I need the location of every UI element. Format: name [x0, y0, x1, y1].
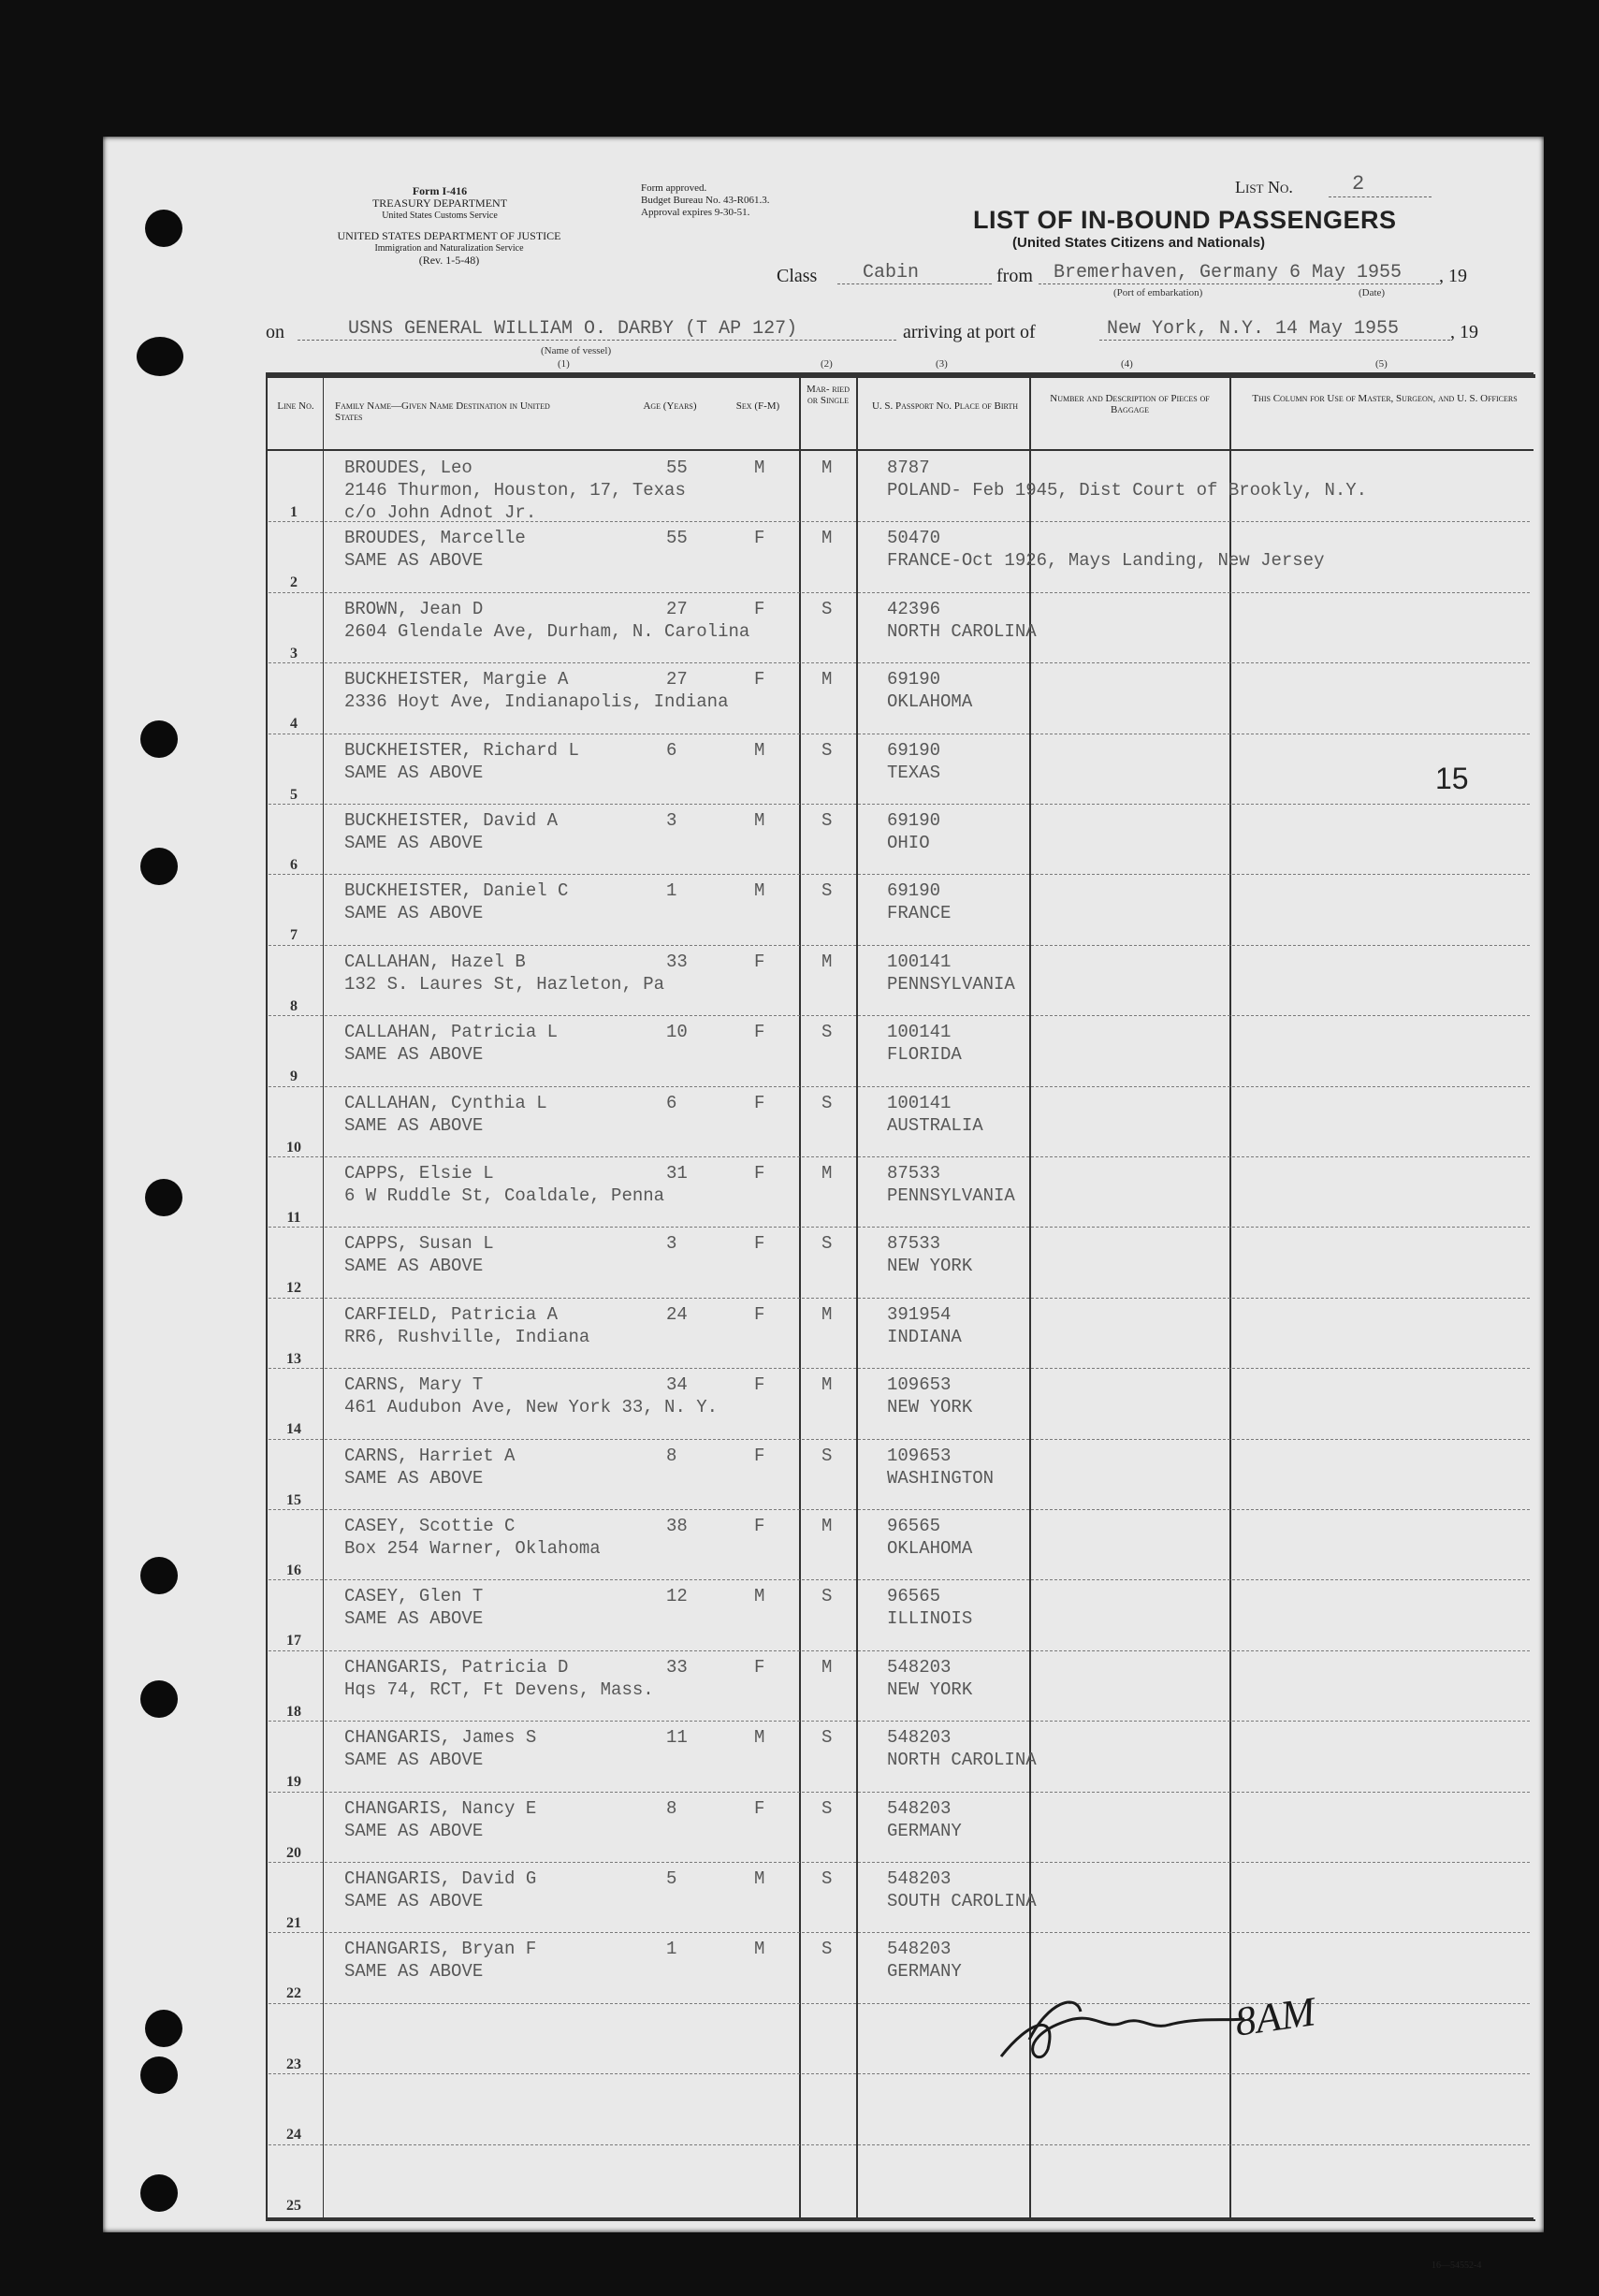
- header-officers: This Column for Use of Master, Surgeon, and U. S. Officers: [1252, 393, 1518, 404]
- passenger-sex: F: [754, 1797, 765, 1819]
- row-separator: [269, 1932, 1530, 1933]
- signature-text: 8AM: [1232, 1988, 1318, 2045]
- place-of-birth: ILLINOIS: [887, 1608, 973, 1630]
- place-of-birth: WASHINGTON: [887, 1467, 995, 1489]
- passenger-destination: Box 254 Warner, Oklahoma: [344, 1538, 601, 1559]
- line-number: 2: [290, 574, 298, 591]
- passenger-sex: F: [754, 1022, 765, 1043]
- passenger-age: 24: [666, 1303, 688, 1325]
- passenger-sex: M: [754, 1727, 765, 1749]
- budget-bureau: Budget Bureau No. 43-R061.3.: [641, 195, 770, 206]
- passenger-name: CHANGARIS, James S: [344, 1727, 537, 1749]
- header-line: Line No.: [277, 400, 314, 412]
- passport-number: 100141: [887, 1092, 952, 1113]
- col-divider-line: [323, 374, 324, 2217]
- list-number-label: List No.: [1235, 178, 1293, 196]
- passenger-destination: 2146 Thurmon, Houston, 17, Texas: [344, 480, 686, 501]
- row-separator: [269, 2073, 1530, 2074]
- passenger-name: CHANGARIS, Bryan F: [344, 1939, 537, 1960]
- line-number: 17: [286, 1633, 301, 1649]
- place-of-birth: NEW YORK: [887, 1397, 973, 1418]
- passenger-age: 3: [666, 810, 677, 831]
- passenger-sex: F: [754, 598, 765, 619]
- passenger-name: BUCKHEISTER, Daniel C: [344, 880, 569, 902]
- place-of-birth: FRANCE: [887, 903, 952, 924]
- header-age: Age (Years): [643, 400, 697, 412]
- place-of-birth: PENNSYLVANIA: [887, 1185, 1015, 1206]
- passenger-sex: M: [754, 810, 765, 831]
- ins-service: Immigration and Naturalization Service: [374, 243, 524, 254]
- punch-hole: [145, 210, 182, 247]
- passenger-name: CAPPS, Elsie L: [344, 1163, 494, 1184]
- line-number: 5: [290, 786, 298, 803]
- passenger-marital: S: [821, 1797, 833, 1819]
- col-num-1: (1): [558, 358, 570, 370]
- passenger-name: CARNS, Harriet A: [344, 1445, 516, 1466]
- passenger-marital: S: [821, 739, 833, 761]
- passenger-marital: M: [821, 458, 833, 478]
- row-separator: [269, 1156, 1530, 1157]
- row-separator: [269, 1509, 1530, 1510]
- punch-hole: [140, 2056, 178, 2094]
- passenger-age: 5: [666, 1868, 677, 1889]
- passenger-age: 6: [666, 1092, 677, 1113]
- passenger-destination: SAME AS ABOVE: [344, 1044, 484, 1066]
- header-name: Family Name—Given Name Destination in United States: [335, 400, 550, 423]
- line-number: 3: [290, 645, 298, 661]
- place-of-birth: FLORIDA: [887, 1044, 962, 1066]
- line-number: 7: [290, 927, 298, 944]
- passenger-sex: F: [754, 528, 765, 549]
- passenger-age: 55: [666, 528, 688, 549]
- row-separator: [269, 804, 1530, 805]
- passenger-sex: M: [754, 458, 765, 478]
- place-of-birth: AUSTRALIA: [887, 1114, 983, 1136]
- passenger-age: 31: [666, 1163, 688, 1184]
- passenger-age: 6: [666, 739, 677, 761]
- passenger-sex: F: [754, 1656, 765, 1678]
- passenger-name: BUCKHEISTER, Margie A: [344, 669, 569, 690]
- passenger-marital: S: [821, 1939, 833, 1960]
- passenger-age: 8: [666, 1445, 677, 1466]
- passenger-sex: M: [754, 1868, 765, 1889]
- passport-number: 69190: [887, 739, 941, 761]
- row-separator: [269, 592, 1530, 593]
- vessel-line: [298, 340, 896, 341]
- passenger-marital: S: [821, 1022, 833, 1043]
- passenger-destination: SAME AS ABOVE: [344, 1820, 484, 1841]
- col-divider-baggage: [1029, 374, 1031, 2217]
- passenger-name: CARNS, Mary T: [344, 1374, 484, 1396]
- line-number: 13: [286, 1350, 301, 1367]
- passport-number: 96565: [887, 1516, 941, 1536]
- class-label: Class: [777, 266, 818, 286]
- form-header-left: [281, 185, 599, 222]
- line-number: 23: [286, 2056, 301, 2072]
- row-separator: [269, 1227, 1530, 1228]
- passenger-marital: S: [821, 1092, 833, 1113]
- punch-hole: [140, 720, 178, 758]
- passport-number: 548203: [887, 1656, 952, 1678]
- passport-number: 69190: [887, 880, 941, 902]
- passenger-sex: F: [754, 1445, 765, 1466]
- place-of-birth: GERMANY: [887, 1820, 962, 1841]
- approval-expires: Approval expires 9-30-51.: [641, 207, 750, 218]
- header-married: Mar- ried or Single: [807, 384, 850, 406]
- arriving-line: [1099, 340, 1450, 341]
- line-number: 20: [286, 1844, 301, 1861]
- passport-number: 69190: [887, 810, 941, 831]
- row-separator: [269, 1368, 1530, 1369]
- place-of-birth: OKLAHOMA: [887, 691, 973, 713]
- passenger-marital: M: [821, 1656, 833, 1678]
- passenger-marital: S: [821, 810, 833, 831]
- form-number: Form I-416: [412, 184, 468, 197]
- line-number: 9: [290, 1068, 298, 1085]
- passenger-name: CASEY, Scottie C: [344, 1516, 516, 1536]
- passenger-marital: S: [821, 1445, 833, 1466]
- passenger-marital: M: [821, 669, 833, 690]
- approval-block: [641, 182, 769, 219]
- passenger-marital: M: [821, 1163, 833, 1184]
- row-separator: [269, 1298, 1530, 1299]
- header-sex: Sex (F-M): [735, 400, 780, 412]
- table-bottom-rule: [266, 2217, 1534, 2219]
- line-number: 12: [286, 1280, 301, 1297]
- line-number: 22: [286, 1985, 301, 2002]
- passenger-age: 11: [666, 1727, 688, 1749]
- tally-count: 15: [1435, 762, 1469, 795]
- place-of-birth: NORTH CAROLINA: [887, 620, 1037, 642]
- place-of-birth: NEW YORK: [887, 1678, 973, 1700]
- row-separator: [269, 1439, 1530, 1440]
- col-divider-passport: [856, 374, 858, 2217]
- passenger-destination: SAME AS ABOVE: [344, 833, 484, 853]
- passenger-sex: F: [754, 1233, 765, 1255]
- punch-hole: [137, 337, 183, 376]
- line-number: 16: [286, 1562, 301, 1578]
- arriving-value: New York, N.Y. 14 May 1955: [1107, 318, 1400, 340]
- on-label: on: [266, 322, 284, 342]
- arriving-label: arriving at port of: [903, 322, 1036, 342]
- passenger-destination: 2604 Glendale Ave, Durham, N. Carolina: [344, 620, 750, 642]
- passport-number: 42396: [887, 598, 941, 619]
- passenger-destination: SAME AS ABOVE: [344, 1750, 484, 1771]
- row-separator: [269, 1792, 1530, 1793]
- passenger-destination: SAME AS ABOVE: [344, 1608, 484, 1630]
- passport-number: 109653: [887, 1445, 952, 1466]
- form-code: 16—54552-4: [1432, 2260, 1482, 2271]
- passenger-age: 12: [666, 1586, 688, 1607]
- punch-hole: [140, 848, 178, 885]
- date-caption: (Date): [1359, 287, 1386, 298]
- passenger-destination: SAME AS ABOVE: [344, 1891, 484, 1911]
- passenger-name: CAPPS, Susan L: [344, 1233, 494, 1255]
- col-divider-officers: [1229, 374, 1231, 2217]
- col-num-4: (4): [1121, 358, 1133, 370]
- passenger-sex: F: [754, 1374, 765, 1396]
- row-separator: [269, 521, 1530, 522]
- passenger-age: 3: [666, 1233, 677, 1255]
- passenger-sex: F: [754, 1303, 765, 1325]
- passenger-age: 38: [666, 1516, 688, 1536]
- passenger-sex: F: [754, 669, 765, 690]
- passenger-sex: M: [754, 1939, 765, 1960]
- place-of-birth: SOUTH CAROLINA: [887, 1891, 1037, 1911]
- class-value: Cabin: [863, 262, 920, 283]
- passport-number: 100141: [887, 1022, 952, 1043]
- passenger-destination: SAME AS ABOVE: [344, 1256, 484, 1277]
- from-label: from: [996, 266, 1033, 286]
- passenger-marital: S: [821, 1586, 833, 1607]
- from-year: , 19: [1439, 266, 1467, 286]
- place-of-birth: NORTH CAROLINA: [887, 1750, 1037, 1771]
- passenger-name: BROUDES, Leo: [344, 458, 472, 478]
- line-number: 14: [286, 1421, 301, 1438]
- line-number: 8: [290, 997, 298, 1014]
- passenger-marital: S: [821, 1868, 833, 1889]
- passenger-destination: RR6, Rushville, Indiana: [344, 1326, 590, 1347]
- passport-number: 548203: [887, 1727, 952, 1749]
- row-separator: [269, 662, 1530, 663]
- col-num-2: (2): [821, 358, 833, 370]
- passenger-sex: F: [754, 951, 765, 972]
- table-top-rule: [266, 372, 1534, 374]
- row-separator: [269, 1721, 1530, 1722]
- passenger-marital: M: [821, 1516, 833, 1536]
- place-of-birth: PENNSYLVANIA: [887, 973, 1015, 995]
- line-number: 19: [286, 1774, 301, 1791]
- passenger-sex: F: [754, 1516, 765, 1536]
- passenger-marital: M: [821, 528, 833, 549]
- passenger-name: CASEY, Glen T: [344, 1586, 484, 1607]
- passenger-sex: M: [754, 1586, 765, 1607]
- passenger-sex: F: [754, 1163, 765, 1184]
- passenger-marital: M: [821, 1374, 833, 1396]
- passenger-name: CALLAHAN, Patricia L: [344, 1022, 559, 1043]
- punch-hole: [140, 1680, 178, 1718]
- line-number: 4: [290, 716, 298, 733]
- signature-mark: [992, 1984, 1385, 2068]
- passenger-destination: 2336 Hoyt Ave, Indianapolis, Indiana: [344, 691, 729, 713]
- form-approved: Form approved.: [641, 182, 707, 194]
- passport-number: 109653: [887, 1374, 952, 1396]
- table-header-rule: [266, 449, 1534, 451]
- passport-number: 548203: [887, 1797, 952, 1819]
- row-separator: [269, 1579, 1530, 1580]
- passenger-age: 27: [666, 669, 688, 690]
- header-passport: U. S. Passport No. Place of Birth: [871, 400, 1019, 412]
- passenger-sex: F: [754, 1092, 765, 1113]
- col-num-3: (3): [936, 358, 948, 370]
- passenger-age: 33: [666, 1656, 688, 1678]
- passenger-destination: SAME AS ABOVE: [344, 1114, 484, 1136]
- passenger-name: CALLAHAN, Cynthia L: [344, 1092, 547, 1113]
- revision: (Rev. 1-5-48): [418, 254, 480, 267]
- passport-number: 87533: [887, 1233, 941, 1255]
- passenger-name: CHANGARIS, Patricia D: [344, 1656, 569, 1678]
- place-of-birth: OKLAHOMA: [887, 1538, 973, 1559]
- line-number: 18: [286, 1703, 301, 1720]
- passenger-age: 1: [666, 1939, 677, 1960]
- passenger-age: 34: [666, 1374, 688, 1396]
- passenger-name: CHANGARIS, David G: [344, 1868, 537, 1889]
- class-line: [837, 283, 992, 284]
- passenger-name: BUCKHEISTER, David A: [344, 810, 559, 831]
- passenger-marital: M: [821, 951, 833, 972]
- passport-number: 100141: [887, 951, 952, 972]
- place-of-birth: INDIANA: [887, 1326, 962, 1347]
- vessel-caption: (Name of vessel): [541, 345, 612, 356]
- passport-number: 50470: [887, 528, 941, 549]
- line-number: 24: [286, 2127, 301, 2143]
- place-of-birth: TEXAS: [887, 762, 941, 783]
- passenger-marital: M: [821, 1303, 833, 1325]
- arriving-year: , 19: [1450, 322, 1478, 342]
- passenger-name: CALLAHAN, Hazel B: [344, 951, 526, 972]
- passenger-name: CHANGARIS, Nancy E: [344, 1797, 537, 1819]
- document-subtitle: (United States Citizens and Nationals): [1012, 235, 1266, 251]
- passenger-destination-2: c/o John Adnot Jr.: [344, 502, 537, 523]
- passenger-destination: SAME AS ABOVE: [344, 903, 484, 924]
- from-value: Bremerhaven, Germany 6 May 1955: [1054, 262, 1403, 283]
- header-baggage: Number and Description of Pieces of Baggage: [1050, 393, 1210, 415]
- justice-dept: UNITED STATES DEPARTMENT OF JUSTICE: [337, 229, 561, 242]
- line-number: 1: [290, 504, 298, 520]
- row-separator: [269, 874, 1530, 875]
- punch-hole: [140, 2174, 178, 2212]
- passenger-destination: Hqs 74, RCT, Ft Devens, Mass.: [344, 1678, 654, 1700]
- passenger-age: 8: [666, 1797, 677, 1819]
- passport-number: 548203: [887, 1868, 952, 1889]
- passport-number: 69190: [887, 669, 941, 690]
- passenger-destination: SAME AS ABOVE: [344, 550, 484, 572]
- row-separator: [269, 1650, 1530, 1651]
- line-number: 15: [286, 1491, 301, 1508]
- col-num-5: (5): [1375, 358, 1388, 370]
- passenger-marital: S: [821, 1233, 833, 1255]
- passenger-sex: M: [754, 739, 765, 761]
- passport-number: 391954: [887, 1303, 952, 1325]
- passenger-marital: S: [821, 880, 833, 902]
- passenger-destination: SAME AS ABOVE: [344, 762, 484, 783]
- passenger-age: 27: [666, 598, 688, 619]
- line-number: 25: [286, 2197, 301, 2214]
- row-separator: [269, 1862, 1530, 1863]
- place-of-birth: NEW YORK: [887, 1256, 973, 1277]
- place-of-birth: OHIO: [887, 833, 930, 853]
- passport-number: 87533: [887, 1163, 941, 1184]
- passenger-age: 55: [666, 458, 688, 478]
- line-number: 10: [286, 1139, 301, 1155]
- passenger-destination: 132 S. Laures St, Hazleton, Pa: [344, 973, 665, 995]
- row-separator: [269, 1015, 1530, 1016]
- place-of-birth: POLAND- Feb 1945, Dist Court of Brookly, N.Y.: [887, 480, 1368, 501]
- passenger-name: BROUDES, Marcelle: [344, 528, 526, 549]
- row-separator: [269, 2144, 1530, 2145]
- line-number: 11: [286, 1210, 301, 1226]
- passenger-name: CARFIELD, Patricia A: [344, 1303, 559, 1325]
- passenger-destination: 461 Audubon Ave, New York 33, N. Y.: [344, 1397, 719, 1418]
- treasury-dept: TREASURY DEPARTMENT: [371, 196, 508, 210]
- passenger-destination: SAME AS ABOVE: [344, 1467, 484, 1489]
- place-of-birth: GERMANY: [887, 1961, 962, 1983]
- justice-block: [262, 230, 636, 267]
- port-caption: (Port of embarkation): [1113, 287, 1203, 298]
- passenger-age: 33: [666, 951, 688, 972]
- passenger-name: BROWN, Jean D: [344, 598, 484, 619]
- passenger-destination: 6 W Ruddle St, Coaldale, Penna: [344, 1185, 665, 1206]
- passenger-age: 10: [666, 1022, 688, 1043]
- col-divider-married: [799, 374, 801, 2217]
- vessel-value: USNS GENERAL WILLIAM O. DARBY (T AP 127): [348, 318, 798, 340]
- punch-hole: [140, 1557, 178, 1594]
- from-line: [1039, 283, 1439, 284]
- row-separator: [269, 945, 1530, 946]
- list-number-value: 2: [1352, 172, 1365, 196]
- passport-number: 8787: [887, 458, 930, 478]
- passenger-marital: S: [821, 598, 833, 619]
- row-separator: [269, 1086, 1530, 1087]
- passenger-destination: SAME AS ABOVE: [344, 1961, 484, 1983]
- passenger-marital: S: [821, 1727, 833, 1749]
- document-title: LIST OF IN-BOUND PASSENGERS: [973, 206, 1397, 234]
- place-of-birth: FRANCE-Oct 1926, Mays Landing, New Jersey: [887, 550, 1325, 572]
- passenger-age: 1: [666, 880, 677, 902]
- customs-service: United States Customs Service: [382, 211, 498, 221]
- passport-number: 548203: [887, 1939, 952, 1960]
- passenger-name: BUCKHEISTER, Richard L: [344, 739, 579, 761]
- punch-hole: [145, 2010, 182, 2047]
- passenger-sex: M: [754, 880, 765, 902]
- line-number: 6: [290, 857, 298, 873]
- line-number: 21: [286, 1915, 301, 1931]
- list-number-line: [1329, 196, 1432, 197]
- punch-hole: [145, 1179, 182, 1216]
- passport-number: 96565: [887, 1586, 941, 1607]
